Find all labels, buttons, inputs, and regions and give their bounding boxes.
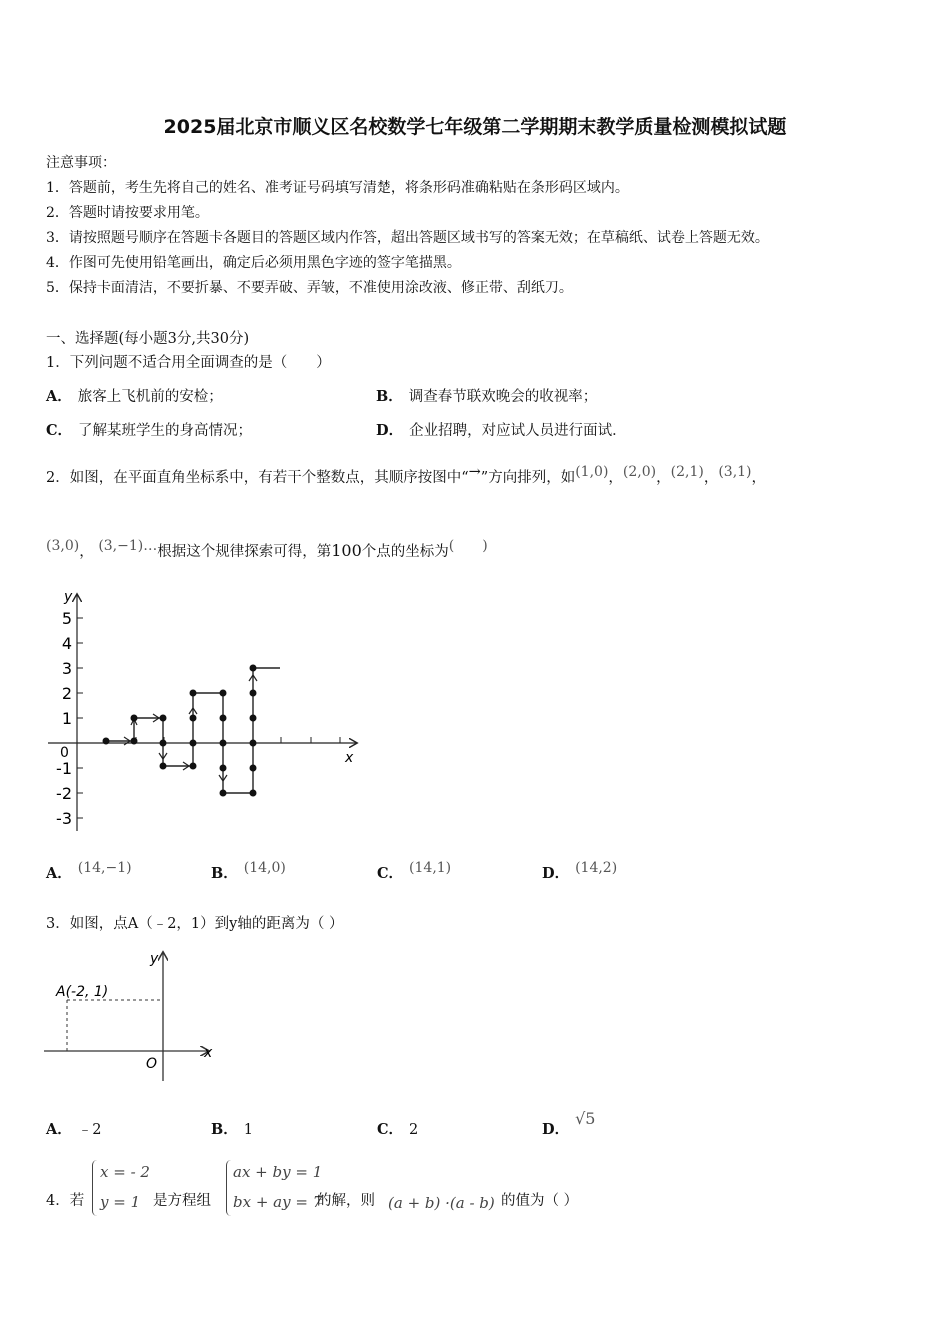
lattice-points	[103, 665, 257, 797]
origin-label: 0	[60, 745, 69, 761]
q4-text-mid: 是方程组	[153, 1193, 211, 1209]
brace-left-1	[92, 1160, 97, 1216]
question-2-stem: 2．如图，在平面直角坐标系中，有若干个整数点，其顺序按图中“→”方向排列，如(1,0)，(2,0)，(2,1)，(3,1)，	[46, 464, 767, 486]
q3-coordinate-graph	[40, 945, 230, 1085]
y-tick-label: -1	[56, 759, 72, 778]
y-tick-label: 1	[61, 709, 72, 728]
q2-coordinate-graph	[40, 585, 370, 835]
notice-item: 1．答题前，考生先将自己的姓名、准考证号码填写清楚，将条形码准确粘贴在条形码区域内。	[46, 180, 629, 196]
question-2-stem-cont: (3,0)， (3,−1)…根据这个规律探索可得，第100个点的坐标为( )	[46, 538, 488, 560]
q3-option-d: D．√5	[542, 1109, 596, 1138]
x-axis-label: x	[204, 1045, 213, 1061]
y-tick-label: -3	[56, 809, 72, 828]
y-tick-label: 5	[61, 609, 72, 628]
section-heading: 一、选择题(每小题3分,共30分)	[46, 331, 250, 347]
y-tick-label: 2	[61, 684, 72, 703]
notice-heading: 注意事项：	[46, 155, 116, 171]
q1-option-a: A． 旅客上飞机前的安检；	[46, 388, 223, 405]
q3-option-c: C． 2	[377, 1121, 419, 1138]
notice-item: 3．请按照题号顺序在答题卡各题目的答题区域内作答，超出答题区域书写的答案无效；在草稿纸、试卷上答题无效。	[46, 230, 769, 246]
q4-expression: (a + b) ·(a - b)	[388, 1194, 495, 1212]
system-1-line-1: x = - 2	[100, 1163, 150, 1181]
q1-option-b: B． 调查春节联欢晚会的收视率；	[376, 388, 598, 405]
question-1-stem: 1．下列问题不适合用全面调查的是（ ）	[46, 355, 331, 371]
arrow-symbol: →	[468, 464, 481, 480]
q2-option-b: B． (14,0)	[211, 860, 286, 882]
origin-label: O	[146, 1056, 158, 1072]
y-axis-label: y	[150, 951, 159, 967]
q2-option-d: D． (14,2)	[542, 860, 618, 882]
question-4-number: 4．若	[46, 1193, 85, 1209]
y-tick-label: -2	[56, 784, 72, 803]
y-tick-label: 4	[61, 634, 72, 653]
q1-option-c: C． 了解某班学生的身高情况；	[46, 422, 253, 439]
system-2-line-1: ax + by = 1	[233, 1163, 323, 1181]
notice-item: 2．答题时请按要求用笔。	[46, 205, 209, 221]
q4-text-tail: 的解，则	[317, 1193, 375, 1209]
notice-item: 5．保持卡面清洁，不要折暴、不要弄破、弄皱，不准使用涂改液、修正带、刮纸刀。	[46, 280, 573, 296]
q3-option-a: A． ﹣2	[46, 1121, 102, 1138]
q2-option-c: C． (14,1)	[377, 860, 452, 882]
y-tick-label: 3	[61, 659, 72, 678]
brace-left-2	[226, 1160, 231, 1216]
x-axis-label: x	[345, 750, 354, 766]
q4-text-end: 的值为（ ）	[501, 1193, 579, 1209]
q1-option-d: D． 企业招聘，对应试人员进行面试．	[376, 422, 627, 439]
page-title: 2025届北京市顺义区名校数学七年级第二学期期末教学质量检测模拟试题	[163, 116, 787, 138]
question-3-stem: 3．如图，点A（﹣2，1）到y轴的距离为（ ）	[46, 916, 344, 932]
q3-option-b: B． 1	[211, 1121, 253, 1138]
q2-option-a: A． (14,−1)	[46, 860, 132, 882]
point-a-label: A(-2, 1)	[56, 984, 109, 1000]
system-1-line-2: y = 1	[100, 1193, 141, 1211]
point-path	[106, 668, 280, 793]
system-2-line-2: bx + ay = 7	[233, 1193, 323, 1211]
y-axis-label: y	[64, 589, 73, 605]
notice-item: 4．作图可先使用铅笔画出，确定后必须用黑色字迹的签字笔描黑。	[46, 255, 461, 271]
